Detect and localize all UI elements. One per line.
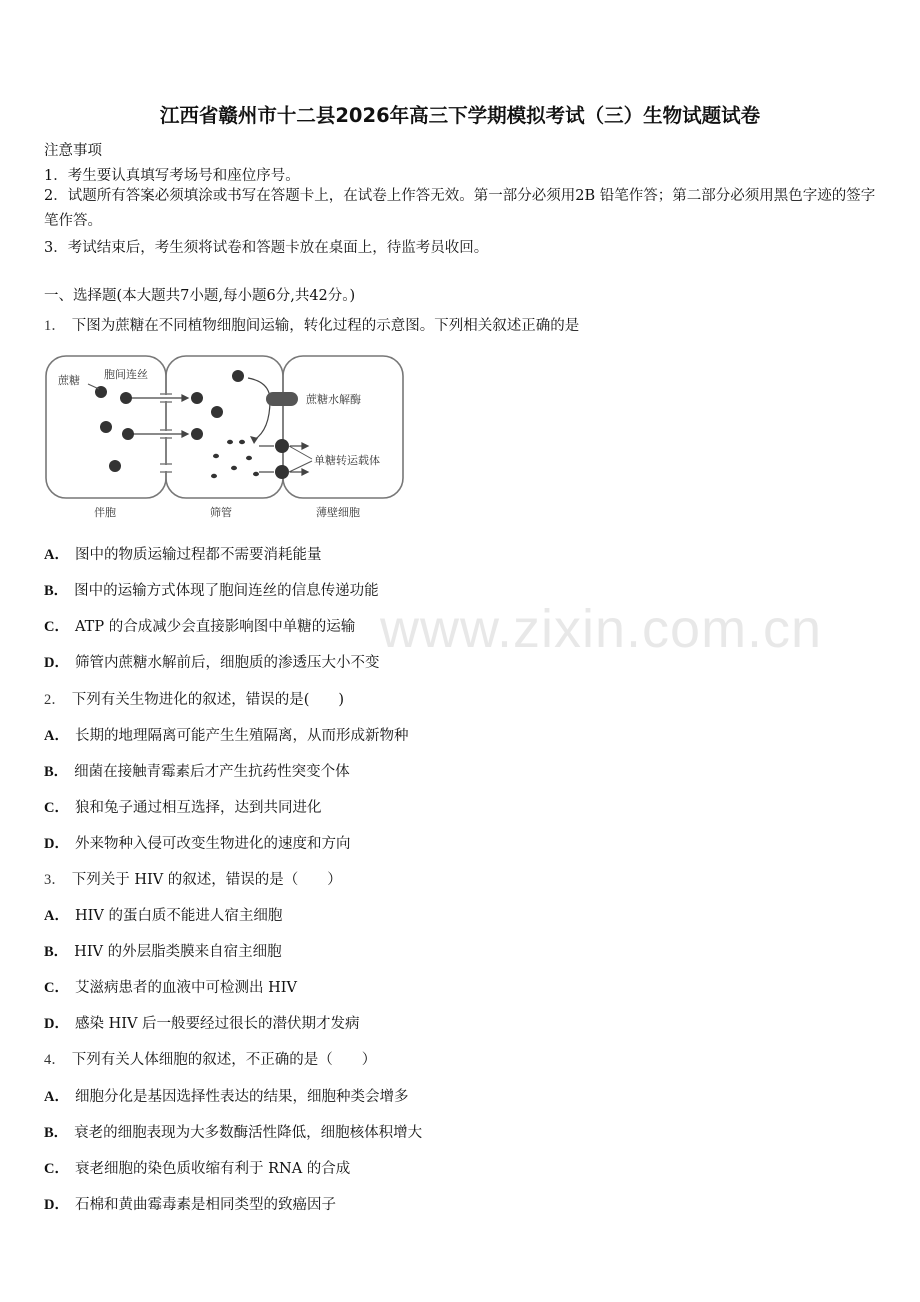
transporter-top xyxy=(275,439,289,453)
question-4-stem: 4． 下列有关人体细胞的叙述，不正确的是（ ） xyxy=(44,1052,377,1068)
question-1-stem xyxy=(44,314,579,335)
watermark: www.zixin.com.cn xyxy=(380,599,823,659)
label-companion-cell: 伴胞 xyxy=(94,506,116,519)
q1-option-b[interactable]: B． 图中的运输方式体现了胞间连丝的信息传递功能 xyxy=(44,583,379,599)
section-heading: 一、选择题(本大题共7小题,每小题6分,共42分。) xyxy=(44,288,356,304)
q2-option-a[interactable]: A． 长期的地理隔离可能产生生殖隔离，从而形成新物种 xyxy=(44,728,409,744)
label-invertase: 蔗糖水解酶 xyxy=(306,393,361,406)
hydrolysis-arrow xyxy=(248,378,270,440)
q1-option-d[interactable]: D． 筛管内蔗糖水解前后，细胞质的渗透压大小不变 xyxy=(44,655,380,671)
sucrose-transport-diagram xyxy=(44,350,406,522)
label-parenchyma: 薄壁细胞 xyxy=(316,506,360,519)
label-plasmodesmata: 胞间连丝 xyxy=(104,368,148,381)
q3-option-d[interactable]: D． 感染 HIV 后一般要经过很长的潜伏期才发病 xyxy=(44,1016,360,1032)
q1-option-a[interactable]: A． 图中的物质运输过程都不需要消耗能量 xyxy=(44,547,322,563)
label-transporter: 单糖转运载体 xyxy=(314,454,380,467)
transport-arrows xyxy=(132,395,188,437)
q2-option-d[interactable]: D． 外来物种入侵可改变生物进化的速度和方向 xyxy=(44,836,351,852)
q4-option-b[interactable]: B． 衰老的细胞表现为大多数酶活性降低，细胞核体积增大 xyxy=(44,1125,423,1141)
question-2-stem: 2． 下列有关生物进化的叙述，错误的是( ) xyxy=(44,692,345,708)
q4-option-a[interactable]: A． 细胞分化是基因选择性表达的结果，细胞种类会增多 xyxy=(44,1089,409,1105)
transporter-bottom xyxy=(275,465,289,479)
label-sieve-tube: 筛管 xyxy=(210,506,232,519)
q3-option-c[interactable]: C． 艾滋病患者的血液中可检测出 HIV xyxy=(44,980,297,996)
invertase-enzyme xyxy=(266,392,298,406)
parenchyma-outline xyxy=(283,356,403,498)
q2-option-c[interactable]: C． 狼和兔子通过相互选择，达到共同进化 xyxy=(44,800,322,816)
question-number: 1． xyxy=(44,318,66,334)
q3-option-b[interactable]: B． HIV 的外层脂类膜来自宿主细胞 xyxy=(44,944,282,960)
question-3-stem: 3． 下列关于 HIV 的叙述，错误的是（ ） xyxy=(44,872,342,888)
sucrose-particles xyxy=(95,370,244,472)
notice-heading: 注意事项 xyxy=(44,143,102,159)
q1-option-c[interactable]: C． ATP 的合成减少会直接影响图中单糖的运输 xyxy=(44,619,356,635)
page-title: 江西省赣州市十二县2026年高三下学期模拟考试（三）生物试题试卷 xyxy=(159,104,761,127)
notice-item-2: 2．试题所有答案必须填涂或书写在答题卡上，在试卷上作答无效。第一部分必须用2B 铅笔作答；第二部分必须用黑色字迹的签字笔作答。 xyxy=(44,188,876,229)
q4-option-c[interactable]: C． 衰老细胞的染色质收缩有利于 RNA 的合成 xyxy=(44,1161,351,1177)
notice-item-3: 3．考试结束后，考生须将试卷和答题卡放在桌面上，待监考员收回。 xyxy=(44,240,489,256)
notice-item-1: 1．考生要认真填写考场号和座位序号。 xyxy=(44,168,300,184)
q4-option-d[interactable]: D． 石棉和黄曲霉毒素是相同类型的致癌因子 xyxy=(44,1197,336,1213)
q2-option-b[interactable]: B． 细菌在接触青霉素后才产生抗药性突变个体 xyxy=(44,764,350,780)
q3-option-a[interactable]: A． HIV 的蛋白质不能进人宿主细胞 xyxy=(44,908,283,924)
monosaccharides xyxy=(211,440,259,478)
question-text: 下图为蔗糖在不同植物细胞间运输，转化过程的示意图。下列相关叙述正确的是 xyxy=(71,318,580,334)
label-sucrose: 蔗糖 xyxy=(58,374,80,387)
